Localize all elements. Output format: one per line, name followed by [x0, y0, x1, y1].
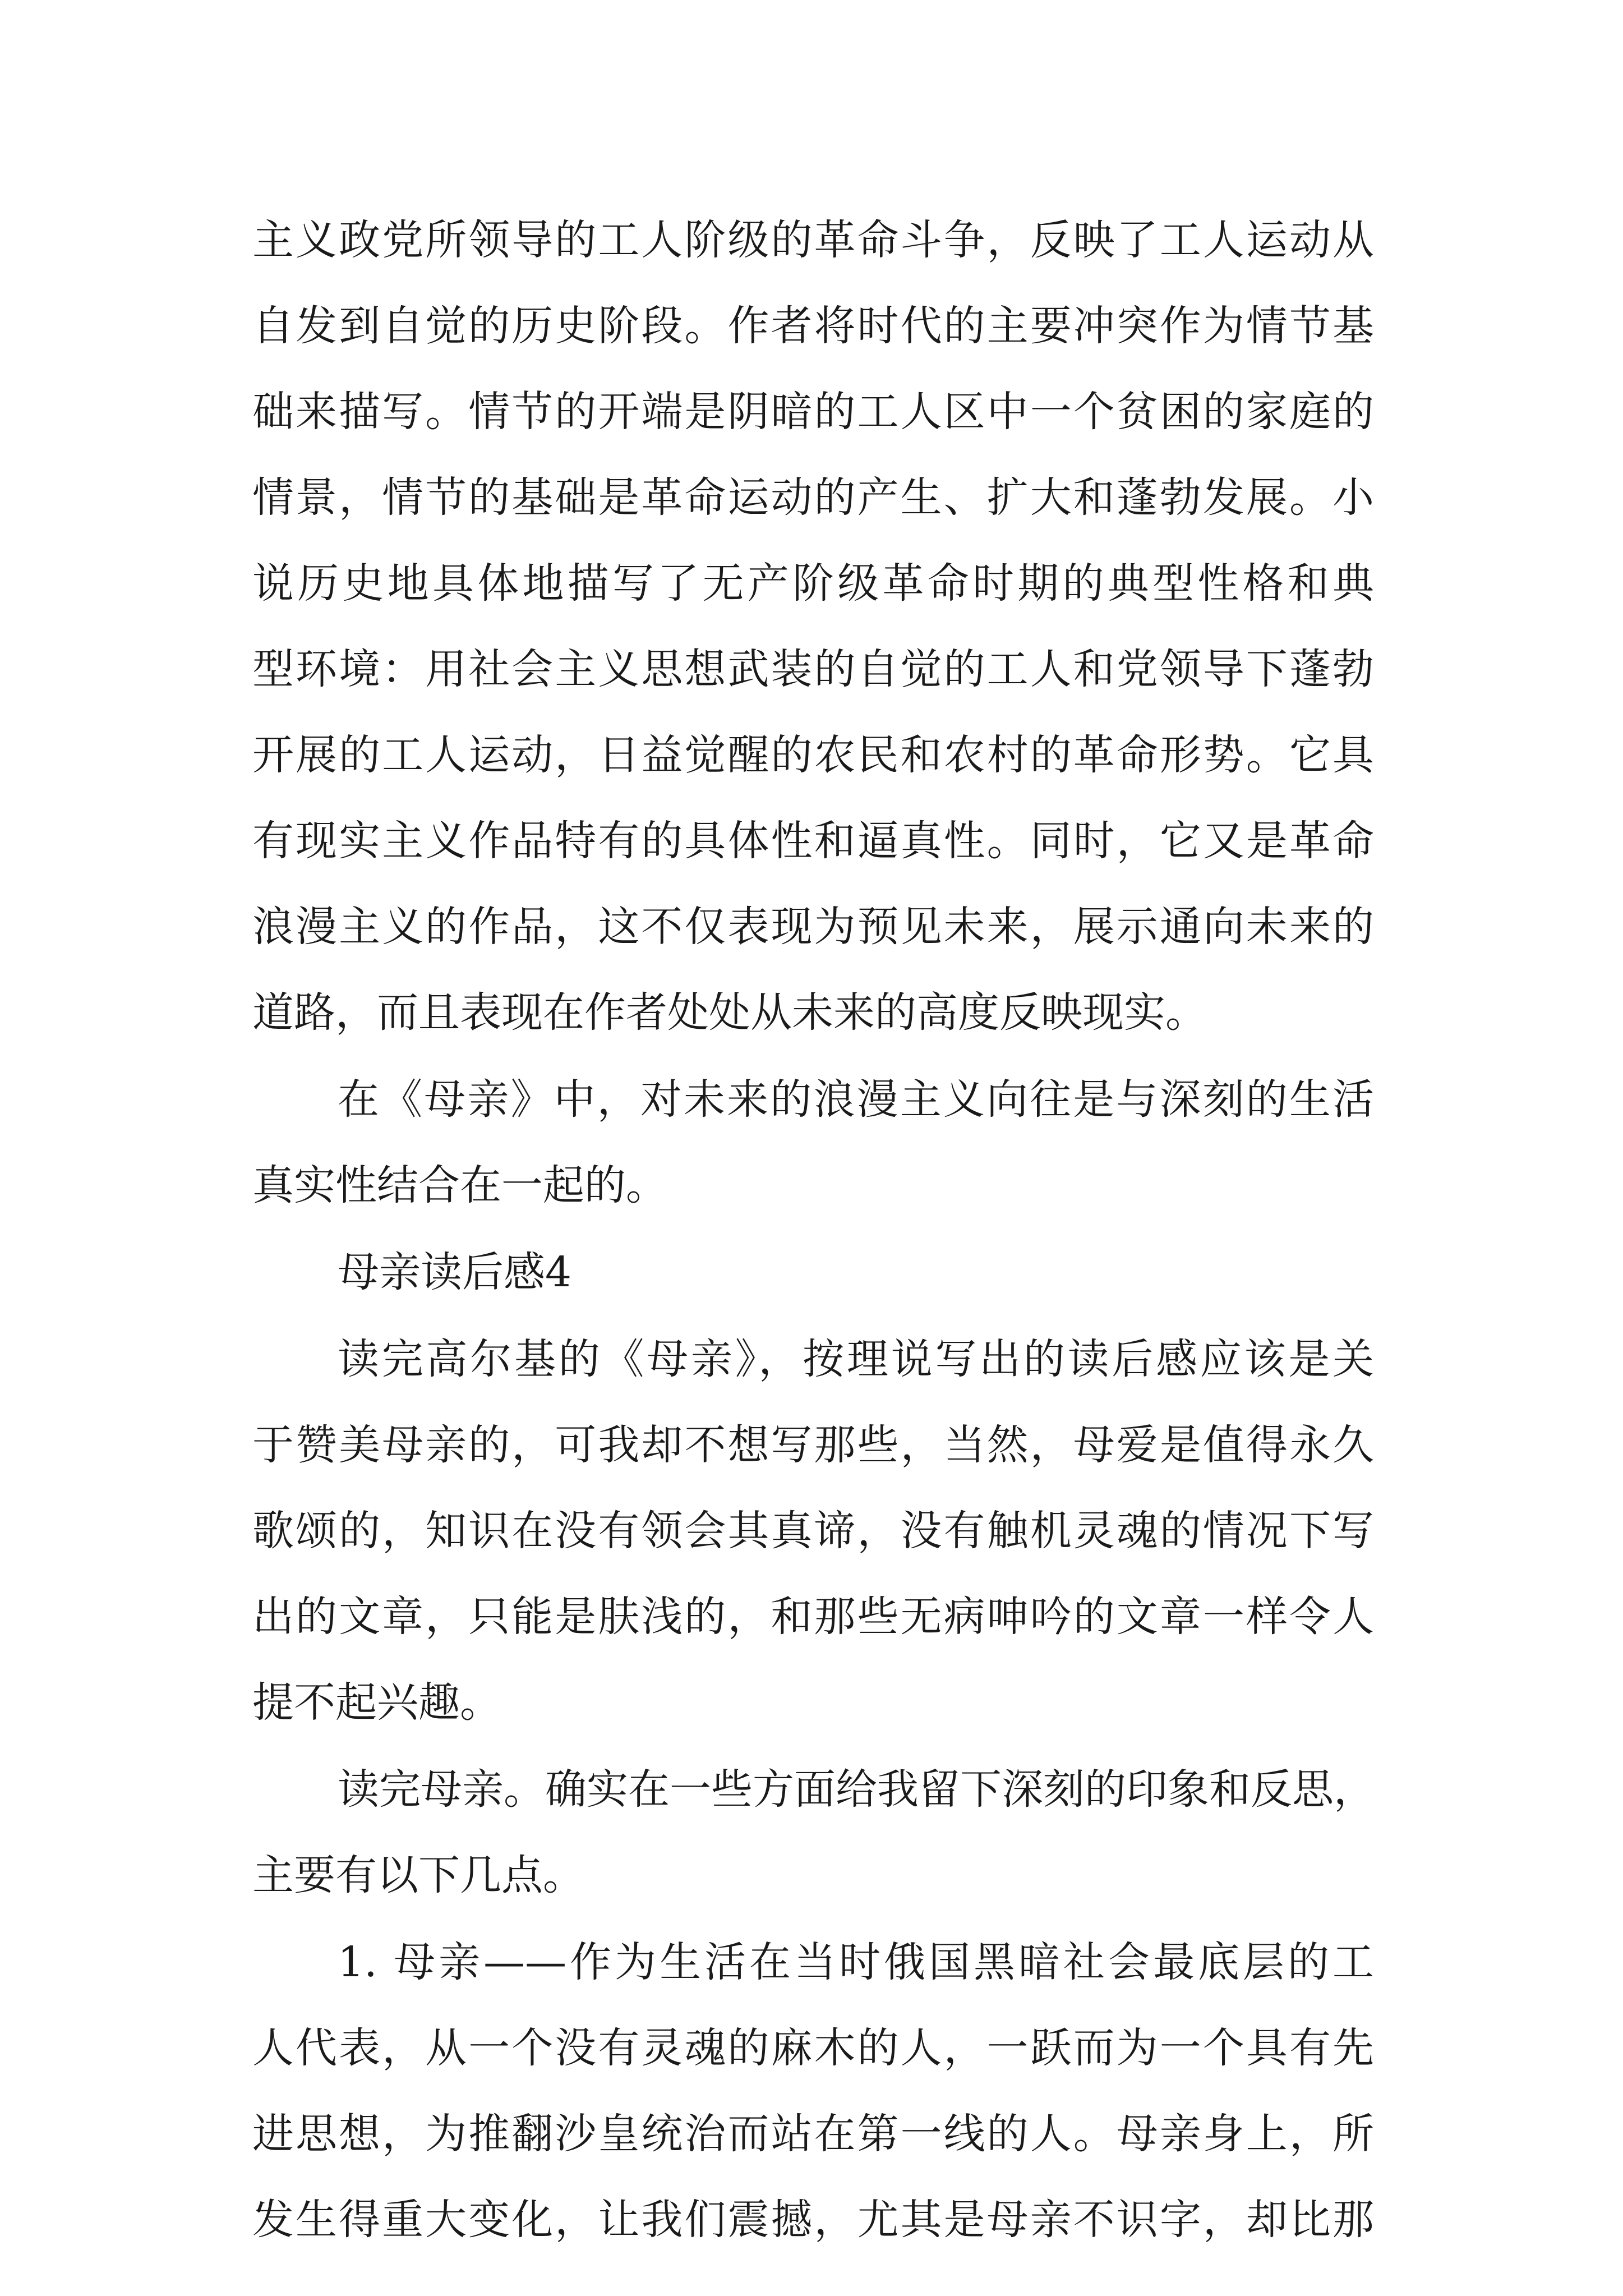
paragraph-3-line-1: 读完高尔基的《母亲》，按理说写出的读后感应该是关	[338, 1335, 1374, 1383]
paragraph-1-line-9: 浪漫主义的作品，这不仅表现为预见未来，展示通向未来的	[252, 903, 1374, 951]
paragraph-1-line-4: 情景，情节的基础是革命运动的产生、扩大和蓬勃发展。小	[252, 473, 1374, 522]
paragraph-1-line-8: 有现实主义作品特有的具体性和逼真性。同时，它又是革命	[252, 817, 1374, 865]
paragraph-3-line-5: 提不起兴趣。	[252, 1678, 501, 1727]
paragraph-1-line-7: 开展的工人运动，日益觉醒的农民和农村的革命形势。它具	[252, 731, 1374, 779]
paragraph-1-line-5: 说历史地具体地描写了无产阶级革命时期的典型性格和典	[252, 559, 1374, 608]
paragraph-5-line-1: 1. 母亲——作为生活在当时俄国黑暗社会最底层的工	[338, 1938, 1374, 1986]
paragraph-4-line-1: 读完母亲。确实在一些方面给我留下深刻的印象和反思，	[338, 1765, 1375, 1814]
paragraph-1-line-3: 础来描写。情节的开端是阴暗的工人区中一个贫困的家庭的	[252, 388, 1374, 436]
paragraph-5-line-4: 发生得重大变化，让我们震撼，尤其是母亲不识字，却比那	[252, 2196, 1374, 2244]
paragraph-3-line-4: 出的文章，只能是肤浅的，和那些无病呻吟的文章一样令人	[252, 1593, 1374, 1641]
paragraph-3-line-3: 歌颂的，知识在没有领会其真谛，没有触机灵魂的情况下写	[252, 1507, 1374, 1555]
paragraph-1-line-2: 自发到自觉的历史阶段。作者将时代的主要冲突作为情节基	[252, 302, 1374, 350]
paragraph-2-line-1: 在《母亲》中，对未来的浪漫主义向往是与深刻的生活	[338, 1075, 1374, 1124]
paragraph-2-line-2: 真实性结合在一起的。	[252, 1161, 667, 1209]
paragraph-5-line-3: 进思想，为推翻沙皇统治而站在第一线的人。母亲身上，所	[252, 2110, 1374, 2158]
paragraph-5-line-2: 人代表，从一个没有灵魂的麻木的人，一跃而为一个具有先	[252, 2024, 1374, 2072]
paragraph-1-line-1: 主义政党所领导的工人阶级的革命斗争，反映了工人运动从	[252, 216, 1374, 264]
section-heading: 母亲读后感4	[338, 1248, 572, 1296]
paragraph-4-line-2: 主要有以下几点。	[252, 1851, 584, 1899]
paragraph-1-line-6: 型环境：用社会主义思想武装的自觉的工人和党领导下蓬勃	[252, 645, 1374, 693]
paragraph-1-line-10: 道路，而且表现在作者处处从未来的高度反映现实。	[252, 988, 1207, 1037]
paragraph-3-line-2: 于赞美母亲的，可我却不想写那些，当然，母爱是值得永久	[252, 1421, 1374, 1469]
